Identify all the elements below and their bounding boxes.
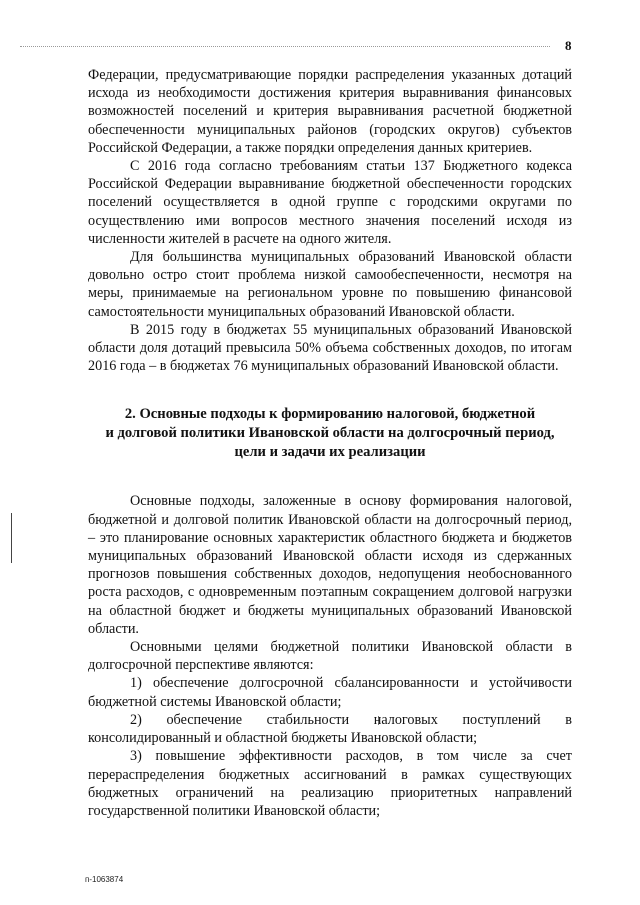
document-body <box>88 66 572 820</box>
paragraph-1: Федерации, предусматривающие порядки распределения указанных дотаций исхода из необходимости достижения критерия выравнивания финансовых возможностей поселений и критерия выравнивания расчетной бюджетной обеспеченности муниципальных районов (городских округов) субъектов Российской Федерации, а также порядки определения данных критериев. <box>88 67 572 156</box>
list-item-1: 1) обеспечение долгосрочной сбалансированности и устойчивости бюджетной системы Ивановской области; <box>88 675 572 710</box>
list-item-2: 2) обеспечение стабильности налоговых поступлений в консолидированный и областной бюджеты Ивановской области; <box>88 711 572 747</box>
scan-header-line <box>20 46 550 47</box>
section-heading <box>88 405 572 462</box>
section-heading-line-1: 2. Основные подходы к формированию налоговой, бюджетной <box>124 406 536 423</box>
paragraph-2: С 2016 года согласно требованиям статьи 137 Бюджетного кодекса Российской Федерации выравнивание бюджетной обеспеченности городских поселений осуществляется в одной группе с городскими округами по осуществлению ими вопросов местного значения поселений исходя из численности жителей в расчете на одного жителя. <box>88 158 572 247</box>
paragraph-4: В 2015 году в бюджетах 55 муниципальных образований Ивановской области доля дотаций превысила 50% объема собственных доходов, по итогам 2016 года – в бюджетах 76 муниципальных образований Ивановской области. <box>88 321 572 375</box>
section-heading-line-3: цели и задачи их реализации <box>234 444 426 461</box>
paragraph-5: Основные подходы, заложенные в основу формирования налоговой, бюджетной и долговой политик Ивановской области на долгосрочный период, – это планирование основных характеристик областного бюджета и бюджетов муниципальных образований Ивановской области исходя из сдержанных прогнозов повышения собственных доходов, недопущения необоснованного роста расходов, с одновременным поэтапным сокращением долговой нагрузки на областной бюджет и бюджеты муниципальных образований Ивановской области. <box>88 493 572 637</box>
section-heading-line-2: и долговой политики Ивановской области на долгосрочный период, <box>105 425 555 442</box>
list-item-3: 3) повышение эффективности расходов, в том числе за счет перераспределения бюджетных ассигнований в рамках существующих бюджетных ограничений на реализацию приоритетных направлений государственной политики Ивановской области; <box>88 748 572 819</box>
margin-mark <box>11 513 12 563</box>
page-number: 8 <box>565 38 572 53</box>
document-code: п-1063874 <box>85 875 124 884</box>
paragraph-3: Для большинства муниципальных образований Ивановской области довольно остро стоит проблема низкой самообеспеченности, несмотря на меры, принимаемые на региональном уровне по повышению финансовой самостоятельности муниципальных образований Ивановской области. <box>88 249 572 320</box>
paragraph-6: Основными целями бюджетной политики Ивановской области в долгосрочной перспективе являются: <box>88 639 572 674</box>
